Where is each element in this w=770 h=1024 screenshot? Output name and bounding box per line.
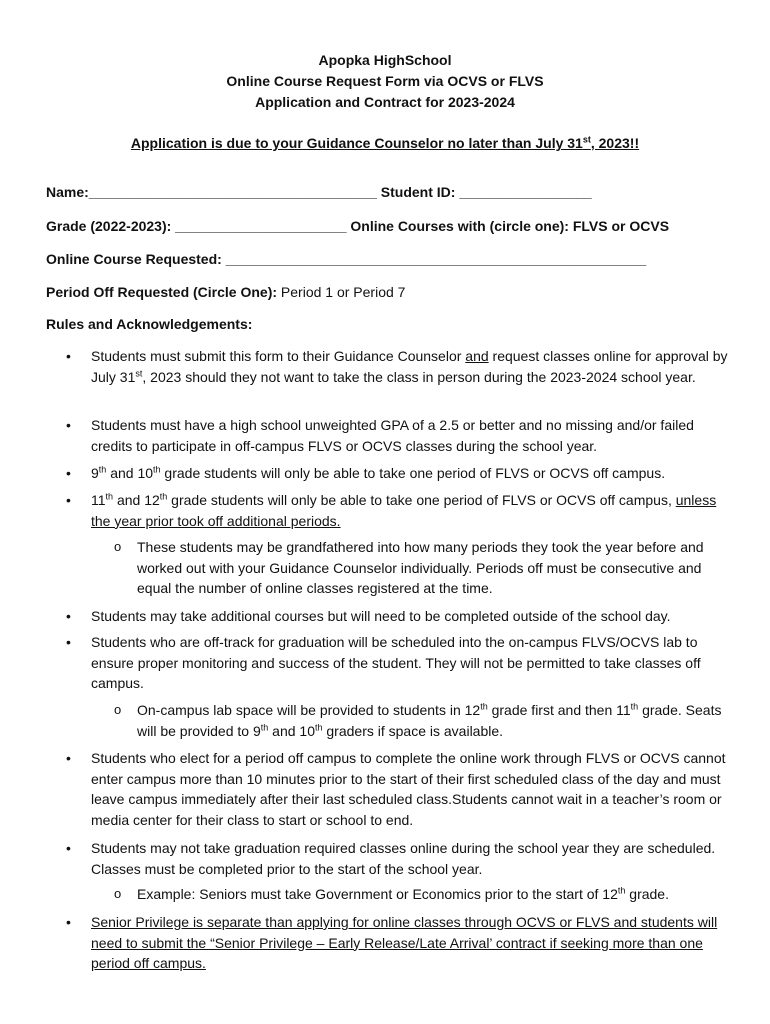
period-label: Period Off Requested (Circle One): [46,284,278,300]
period-row [46,284,405,300]
online-courses-choice[interactable]: Online Courses with (circle one): FLVS or OCVS [346,218,670,234]
bullet-icon: • [66,840,71,856]
rule-6-sub: On-campus lab space will be provided to students in 12th grade first and then 11th grade. Seats will be provided to 9th and 10th graders if space is available. [137,701,722,739]
course-requested-label: Online Course Requested: [46,251,222,267]
rule-5: Students may take additional courses but will need to be completed outside of the school day. [91,608,671,624]
sub-bullet-icon: o [114,539,122,554]
name-field[interactable]: _____________________________________ [88,184,377,200]
student-id-label: Student ID: [376,184,456,200]
sub-bullet-icon: o [114,702,122,717]
rule-8: Students may not take graduation required classes online during the school year they are scheduled. Classes must be completed prior to the start of the school year. [91,840,716,877]
rule-1: Students must submit this form to their Guidance Counselor and request classes online for approval by July 31st, 2023 should they not want to take the class in person during the 2023-2024 school year. [91,348,728,385]
bullet-icon: • [66,465,71,481]
rule-6: Students who are off-track for graduation will be scheduled into the on-campus FLVS/OCVS lab to ensure proper monitoring and success of the student. They will not be permitted to take classes off campus. [91,634,701,691]
rule-7: Students who elect for a period off campus to complete the online work through FLVS or OCVS cannot enter campus more than 10 minutes prior to the start of their first scheduled class of the day and must leave campus immediately after their last scheduled class.Students cannot wait in a teacher’s room or media center for their class to start or school to end. [91,750,726,828]
bullet-icon: • [66,608,71,624]
grade-label: Grade (2022-2023): [46,218,172,234]
rules-heading: Rules and Acknowledgements: [46,316,253,332]
school-name: Apopka HighSchool [318,52,452,68]
due-notice [0,135,770,151]
course-requested-row [46,251,646,267]
rule-9: Senior Privilege is separate than applying for online classes through OCVS or FLVS and students will need to submit the “Senior Privilege – Early Release/Late Arrival’ contract if seeking more than one period off campus. [91,914,718,971]
grade-row [46,218,669,234]
rule-3: 9th and 10th grade students will only be able to take one period of FLVS or OCVS off campus. [91,464,666,481]
due-sup: st [582,134,591,145]
bullet-icon: • [66,348,71,364]
sub-bullet-icon: o [114,886,122,901]
student-id-field[interactable]: _________________ [455,184,592,200]
name-row [46,184,592,200]
period-options[interactable]: Period 1 or Period 7 [277,284,406,300]
rule-2: Students must have a high school unweighted GPA of a 2.5 or better and no missing and/or failed credits to participate in off-campus FLVS or OCVS classes during the school year. [91,417,694,454]
due-text-end: , 2023!! [590,135,640,151]
bullet-icon: • [66,914,71,930]
rule-8-sub: Example: Seniors must take Government or Economics prior to the start of 12th grade. [137,885,669,902]
form-title: Online Course Request Form via OCVS or FLVS [226,73,544,89]
bullet-icon: • [66,417,71,433]
rule-4-sub: These students may be grandfathered into how many periods they took the year before and worked out with your Guidance Counselor individually. Periods off must be consecutive and equal the number of online classes registered at the time. [137,539,704,596]
bullet-icon: • [66,492,71,508]
course-requested-field[interactable]: ______________________________________________________ [221,251,647,267]
name-label: Name: [46,184,89,200]
bullet-icon: • [66,750,71,766]
due-text: Application is due to your Guidance Counselor no later than July 31 [130,135,583,151]
bullet-icon: • [66,634,71,650]
document-header [0,50,770,113]
form-subtitle: Application and Contract for 2023-2024 [255,94,515,110]
grade-field[interactable]: ______________________ [171,218,347,234]
rule-4: 11th and 12th grade students will only be able to take one period of FLVS or OCVS off campus, unless the year prior took off additional periods. [91,491,717,529]
